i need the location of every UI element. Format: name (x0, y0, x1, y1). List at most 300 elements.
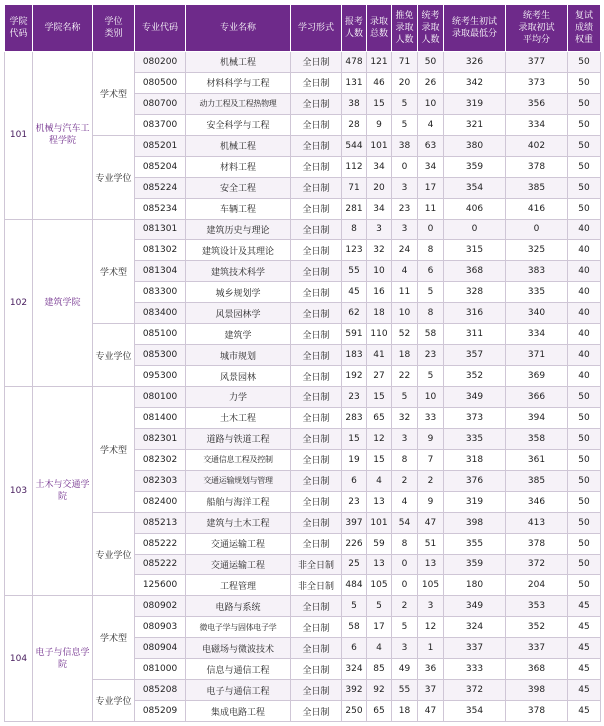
applicants: 478 (342, 52, 367, 73)
recommended-admitted: 2 (392, 470, 418, 491)
recommended-admitted: 49 (392, 659, 418, 680)
applicants: 23 (342, 387, 367, 408)
recommended-admitted: 4 (392, 491, 418, 512)
avg-score: 353 (506, 596, 568, 617)
header-recommended-admitted: 推免 录取 人数 (392, 5, 418, 52)
min-score: 342 (444, 72, 506, 93)
major-name: 建筑设计及其理论 (186, 240, 291, 261)
major-code: 085300 (135, 345, 186, 366)
admitted-total: 10 (367, 261, 392, 282)
applicants: 484 (342, 575, 367, 596)
min-score: 318 (444, 449, 506, 470)
table-body (5, 52, 601, 722)
min-score: 372 (444, 680, 506, 701)
applicants: 591 (342, 324, 367, 345)
degree-type: 学术型 (93, 219, 135, 324)
min-score: 349 (444, 387, 506, 408)
recommended-admitted: 8 (392, 533, 418, 554)
retest-weight: 45 (568, 701, 601, 722)
admitted-total: 65 (367, 701, 392, 722)
min-score: 380 (444, 135, 506, 156)
study-mode: 全日制 (291, 135, 342, 156)
recommended-admitted: 18 (392, 701, 418, 722)
applicants: 28 (342, 114, 367, 135)
major-name: 道路与铁道工程 (186, 428, 291, 449)
applicants: 544 (342, 135, 367, 156)
major-code: 080904 (135, 638, 186, 659)
admitted-total: 27 (367, 366, 392, 387)
retest-weight: 40 (568, 303, 601, 324)
admissions-table (4, 4, 601, 722)
recommended-admitted: 3 (392, 428, 418, 449)
admitted-total: 46 (367, 72, 392, 93)
applicants: 38 (342, 93, 367, 114)
table-row (5, 52, 601, 73)
header-min-score: 统考生初试 录取最低分 (444, 5, 506, 52)
applicants: 324 (342, 659, 367, 680)
min-score: 359 (444, 156, 506, 177)
recommended-admitted: 0 (392, 554, 418, 575)
min-score: 352 (444, 366, 506, 387)
avg-score: 372 (506, 554, 568, 575)
major-code: 085208 (135, 680, 186, 701)
recommended-admitted: 4 (392, 261, 418, 282)
degree-type: 学术型 (93, 52, 135, 136)
degree-type: 专业学位 (93, 135, 135, 219)
retest-weight: 40 (568, 219, 601, 240)
major-code: 080902 (135, 596, 186, 617)
avg-score: 366 (506, 387, 568, 408)
exam-admitted: 23 (418, 345, 444, 366)
major-name: 交通信息工程及控制 (186, 449, 291, 470)
exam-admitted: 6 (418, 261, 444, 282)
exam-admitted: 9 (418, 428, 444, 449)
exam-admitted: 105 (418, 575, 444, 596)
study-mode: 全日制 (291, 387, 342, 408)
applicants: 192 (342, 366, 367, 387)
admitted-total: 15 (367, 93, 392, 114)
exam-admitted: 13 (418, 554, 444, 575)
major-code: 085201 (135, 135, 186, 156)
recommended-admitted: 38 (392, 135, 418, 156)
major-name: 电路与系统 (186, 596, 291, 617)
admitted-total: 92 (367, 680, 392, 701)
avg-score: 0 (506, 219, 568, 240)
study-mode: 全日制 (291, 345, 342, 366)
avg-score: 368 (506, 659, 568, 680)
admitted-total: 101 (367, 512, 392, 533)
study-mode: 全日制 (291, 701, 342, 722)
major-name: 交通运输工程 (186, 554, 291, 575)
study-mode: 全日制 (291, 72, 342, 93)
exam-admitted: 1 (418, 638, 444, 659)
degree-type: 专业学位 (93, 324, 135, 387)
study-mode: 全日制 (291, 261, 342, 282)
retest-weight: 45 (568, 617, 601, 638)
admitted-total: 41 (367, 345, 392, 366)
admitted-total: 101 (367, 135, 392, 156)
major-name: 交通运输工程 (186, 533, 291, 554)
admitted-total: 110 (367, 324, 392, 345)
avg-score: 361 (506, 449, 568, 470)
header-college-code: 学院 代码 (5, 5, 33, 52)
exam-admitted: 47 (418, 512, 444, 533)
exam-admitted: 36 (418, 659, 444, 680)
exam-admitted: 0 (418, 219, 444, 240)
retest-weight: 50 (568, 554, 601, 575)
recommended-admitted: 71 (392, 52, 418, 73)
avg-score: 394 (506, 407, 568, 428)
min-score: 319 (444, 491, 506, 512)
min-score: 0 (444, 219, 506, 240)
major-name: 安全工程 (186, 177, 291, 198)
applicants: 6 (342, 638, 367, 659)
avg-score: 378 (506, 156, 568, 177)
exam-admitted: 58 (418, 324, 444, 345)
study-mode: 全日制 (291, 428, 342, 449)
header-retest-weight: 复试 成绩 权重 (568, 5, 601, 52)
avg-score: 371 (506, 345, 568, 366)
applicants: 19 (342, 449, 367, 470)
avg-score: 340 (506, 303, 568, 324)
header-major-code: 专业代码 (135, 5, 186, 52)
retest-weight: 50 (568, 387, 601, 408)
applicants: 58 (342, 617, 367, 638)
admitted-total: 4 (367, 638, 392, 659)
major-code: 085222 (135, 554, 186, 575)
exam-admitted: 26 (418, 72, 444, 93)
retest-weight: 40 (568, 240, 601, 261)
exam-admitted: 37 (418, 680, 444, 701)
recommended-admitted: 2 (392, 596, 418, 617)
study-mode: 全日制 (291, 114, 342, 135)
major-code: 080100 (135, 387, 186, 408)
exam-admitted: 4 (418, 114, 444, 135)
college-code: 102 (5, 219, 33, 387)
avg-score: 334 (506, 324, 568, 345)
avg-score: 356 (506, 93, 568, 114)
avg-score: 204 (506, 575, 568, 596)
study-mode: 非全日制 (291, 575, 342, 596)
degree-type: 学术型 (93, 387, 135, 513)
avg-score: 385 (506, 470, 568, 491)
min-score: 316 (444, 303, 506, 324)
admitted-total: 13 (367, 491, 392, 512)
major-code: 083300 (135, 282, 186, 303)
applicants: 183 (342, 345, 367, 366)
major-name: 动力工程及工程热物理 (186, 93, 291, 114)
recommended-admitted: 5 (392, 617, 418, 638)
applicants: 6 (342, 470, 367, 491)
admitted-total: 34 (367, 156, 392, 177)
recommended-admitted: 20 (392, 72, 418, 93)
major-name: 城市规划 (186, 345, 291, 366)
applicants: 45 (342, 282, 367, 303)
study-mode: 全日制 (291, 512, 342, 533)
min-score: 376 (444, 470, 506, 491)
college-code: 104 (5, 596, 33, 722)
header-admitted-total: 录取 总数 (367, 5, 392, 52)
header-avg-score: 统考生 录取初试 平均分 (506, 5, 568, 52)
major-name: 机械工程 (186, 135, 291, 156)
exam-admitted: 17 (418, 177, 444, 198)
study-mode: 全日制 (291, 533, 342, 554)
min-score: 354 (444, 701, 506, 722)
avg-score: 378 (506, 701, 568, 722)
applicants: 112 (342, 156, 367, 177)
min-score: 324 (444, 617, 506, 638)
applicants: 8 (342, 219, 367, 240)
recommended-admitted: 3 (392, 219, 418, 240)
major-code: 080200 (135, 52, 186, 73)
college-name: 电子与信息学院 (33, 596, 93, 722)
retest-weight: 40 (568, 282, 601, 303)
major-name: 建筑技术科学 (186, 261, 291, 282)
major-code: 085222 (135, 533, 186, 554)
min-score: 328 (444, 282, 506, 303)
major-code: 085204 (135, 156, 186, 177)
min-score: 373 (444, 407, 506, 428)
avg-score: 378 (506, 533, 568, 554)
min-score: 333 (444, 659, 506, 680)
major-code: 081302 (135, 240, 186, 261)
header-exam-admitted: 统考 录取 人数 (418, 5, 444, 52)
major-code: 125600 (135, 575, 186, 596)
retest-weight: 50 (568, 449, 601, 470)
retest-weight: 50 (568, 177, 601, 198)
avg-score: 337 (506, 638, 568, 659)
retest-weight: 40 (568, 345, 601, 366)
exam-admitted: 8 (418, 303, 444, 324)
major-code: 082301 (135, 428, 186, 449)
exam-admitted: 12 (418, 617, 444, 638)
retest-weight: 50 (568, 533, 601, 554)
header-major-name: 专业名称 (186, 5, 291, 52)
retest-weight: 50 (568, 407, 601, 428)
major-name: 机械工程 (186, 52, 291, 73)
study-mode: 全日制 (291, 324, 342, 345)
min-score: 326 (444, 52, 506, 73)
min-score: 337 (444, 638, 506, 659)
header-college-name: 学院名称 (33, 5, 93, 52)
major-code: 082302 (135, 449, 186, 470)
major-code: 085224 (135, 177, 186, 198)
degree-type: 专业学位 (93, 512, 135, 596)
exam-admitted: 47 (418, 701, 444, 722)
major-code: 085209 (135, 701, 186, 722)
exam-admitted: 10 (418, 93, 444, 114)
avg-score: 352 (506, 617, 568, 638)
retest-weight: 40 (568, 366, 601, 387)
admitted-total: 13 (367, 554, 392, 575)
admitted-total: 32 (367, 240, 392, 261)
major-code: 080500 (135, 72, 186, 93)
avg-score: 402 (506, 135, 568, 156)
study-mode: 全日制 (291, 93, 342, 114)
study-mode: 全日制 (291, 470, 342, 491)
table-row (5, 387, 601, 408)
study-mode: 全日制 (291, 449, 342, 470)
exam-admitted: 51 (418, 533, 444, 554)
recommended-admitted: 11 (392, 282, 418, 303)
table-header-row (5, 5, 601, 52)
study-mode: 全日制 (291, 156, 342, 177)
admitted-total: 20 (367, 177, 392, 198)
exam-admitted: 9 (418, 491, 444, 512)
min-score: 406 (444, 198, 506, 219)
avg-score: 325 (506, 240, 568, 261)
retest-weight: 50 (568, 491, 601, 512)
recommended-admitted: 32 (392, 407, 418, 428)
recommended-admitted: 55 (392, 680, 418, 701)
applicants: 62 (342, 303, 367, 324)
major-code: 081000 (135, 659, 186, 680)
recommended-admitted: 8 (392, 449, 418, 470)
major-name: 电磁场与微波技术 (186, 638, 291, 659)
exam-admitted: 8 (418, 240, 444, 261)
recommended-admitted: 3 (392, 177, 418, 198)
retest-weight: 50 (568, 575, 601, 596)
recommended-admitted: 54 (392, 512, 418, 533)
study-mode: 全日制 (291, 177, 342, 198)
retest-weight: 40 (568, 324, 601, 345)
study-mode: 全日制 (291, 659, 342, 680)
major-code: 085234 (135, 198, 186, 219)
retest-weight: 50 (568, 52, 601, 73)
major-name: 建筑历史与理论 (186, 219, 291, 240)
major-name: 力学 (186, 387, 291, 408)
study-mode: 全日制 (291, 366, 342, 387)
major-code: 085100 (135, 324, 186, 345)
min-score: 321 (444, 114, 506, 135)
major-code: 083700 (135, 114, 186, 135)
study-mode: 全日制 (291, 303, 342, 324)
min-score: 349 (444, 596, 506, 617)
major-name: 微电子学与固体电子学 (186, 617, 291, 638)
table-row (5, 680, 601, 701)
recommended-admitted: 5 (392, 93, 418, 114)
major-name: 船舶与海洋工程 (186, 491, 291, 512)
table-row (5, 512, 601, 533)
avg-score: 373 (506, 72, 568, 93)
study-mode: 全日制 (291, 596, 342, 617)
retest-weight: 50 (568, 470, 601, 491)
study-mode: 全日制 (291, 52, 342, 73)
min-score: 354 (444, 177, 506, 198)
avg-score: 358 (506, 428, 568, 449)
study-mode: 全日制 (291, 282, 342, 303)
applicants: 123 (342, 240, 367, 261)
avg-score: 385 (506, 177, 568, 198)
recommended-admitted: 52 (392, 324, 418, 345)
recommended-admitted: 3 (392, 638, 418, 659)
exam-admitted: 63 (418, 135, 444, 156)
min-score: 368 (444, 261, 506, 282)
major-name: 材料科学与工程 (186, 72, 291, 93)
major-code: 081301 (135, 219, 186, 240)
admitted-total: 15 (367, 387, 392, 408)
min-score: 319 (444, 93, 506, 114)
major-name: 工程管理 (186, 575, 291, 596)
exam-admitted: 50 (418, 52, 444, 73)
applicants: 392 (342, 680, 367, 701)
admitted-total: 12 (367, 428, 392, 449)
applicants: 250 (342, 701, 367, 722)
major-name: 车辆工程 (186, 198, 291, 219)
recommended-admitted: 5 (392, 387, 418, 408)
major-code: 081400 (135, 407, 186, 428)
admitted-total: 3 (367, 219, 392, 240)
retest-weight: 50 (568, 428, 601, 449)
applicants: 281 (342, 198, 367, 219)
study-mode: 全日制 (291, 617, 342, 638)
table-row (5, 324, 601, 345)
admitted-total: 65 (367, 407, 392, 428)
retest-weight: 50 (568, 135, 601, 156)
recommended-admitted: 22 (392, 366, 418, 387)
exam-admitted: 10 (418, 387, 444, 408)
applicants: 23 (342, 491, 367, 512)
min-score: 180 (444, 575, 506, 596)
recommended-admitted: 0 (392, 156, 418, 177)
major-name: 信息与通信工程 (186, 659, 291, 680)
exam-admitted: 2 (418, 470, 444, 491)
college-code: 103 (5, 387, 33, 596)
avg-score: 416 (506, 198, 568, 219)
retest-weight: 45 (568, 680, 601, 701)
table-row (5, 596, 601, 617)
study-mode: 全日制 (291, 407, 342, 428)
table-row (5, 135, 601, 156)
major-name: 集成电路工程 (186, 701, 291, 722)
study-mode: 全日制 (291, 638, 342, 659)
major-name: 建筑与土木工程 (186, 512, 291, 533)
exam-admitted: 34 (418, 156, 444, 177)
avg-score: 377 (506, 52, 568, 73)
exam-admitted: 11 (418, 198, 444, 219)
header-applicants: 报考 人数 (342, 5, 367, 52)
retest-weight: 50 (568, 114, 601, 135)
avg-score: 413 (506, 512, 568, 533)
major-name: 风景园林 (186, 366, 291, 387)
header-study-mode: 学习形式 (291, 5, 342, 52)
admitted-total: 15 (367, 449, 392, 470)
avg-score: 369 (506, 366, 568, 387)
recommended-admitted: 10 (392, 303, 418, 324)
min-score: 311 (444, 324, 506, 345)
admitted-total: 34 (367, 198, 392, 219)
college-code: 101 (5, 52, 33, 220)
major-name: 交通运输规划与管理 (186, 470, 291, 491)
admitted-total: 105 (367, 575, 392, 596)
avg-score: 383 (506, 261, 568, 282)
recommended-admitted: 24 (392, 240, 418, 261)
applicants: 15 (342, 428, 367, 449)
avg-score: 398 (506, 680, 568, 701)
college-name: 建筑学院 (33, 219, 93, 387)
major-name: 土木工程 (186, 407, 291, 428)
study-mode: 非全日制 (291, 554, 342, 575)
min-score: 355 (444, 533, 506, 554)
degree-type: 学术型 (93, 596, 135, 680)
major-name: 风景园林学 (186, 303, 291, 324)
retest-weight: 40 (568, 261, 601, 282)
applicants: 25 (342, 554, 367, 575)
recommended-admitted: 18 (392, 345, 418, 366)
min-score: 359 (444, 554, 506, 575)
admitted-total: 16 (367, 282, 392, 303)
admitted-total: 5 (367, 596, 392, 617)
